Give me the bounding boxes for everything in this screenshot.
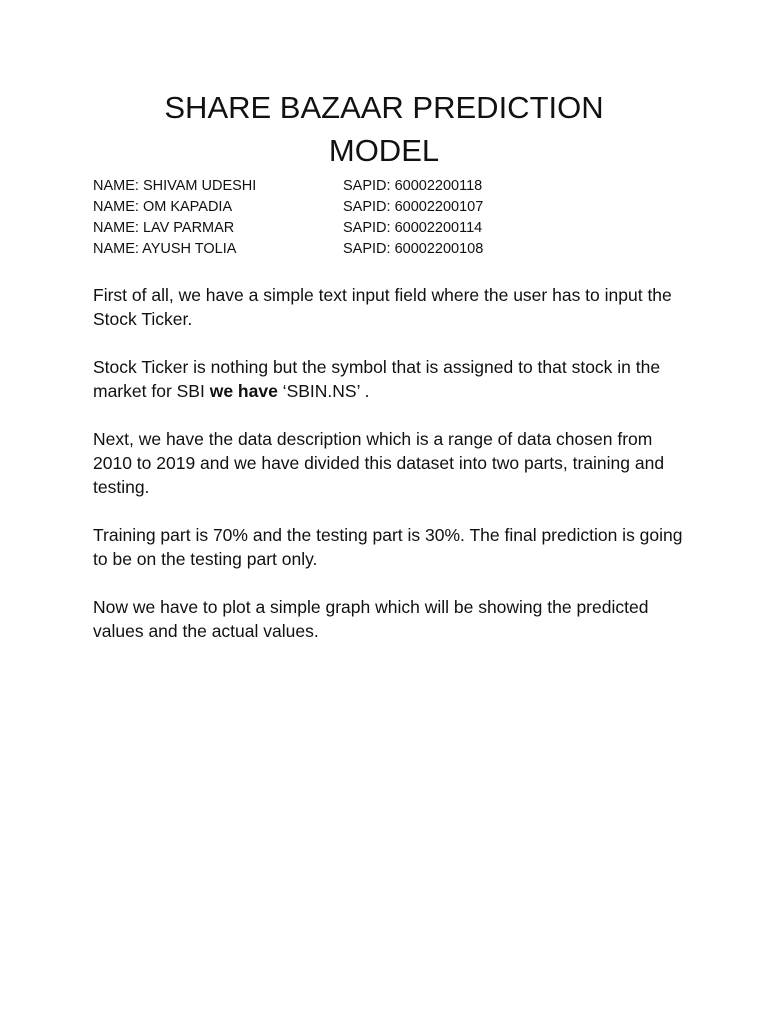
member-row (93, 176, 653, 197)
member-row (93, 218, 653, 239)
member-name: NAME: SHIVAM UDESHI (93, 178, 257, 194)
member-sapid: SAPID: 60002200114 (343, 220, 483, 236)
title-line-2: MODEL (328, 133, 440, 168)
member-name: NAME: AYUSH TOLIA (93, 241, 237, 257)
member-sapid: SAPID: 60002200107 (343, 199, 484, 215)
paragraph-data-description: Next, we have the data description which is a range of data chosen from 2010 to 2019 and we have divided this dataset into two parts, training and testing. (93, 429, 665, 497)
paragraph-stock-ticker-definition (93, 355, 683, 403)
paragraph-stock-ticker-input: First of all, we have a simple text input field where the user has to input the Stock Ticker. (93, 285, 672, 329)
member-row (93, 197, 653, 218)
title-line-1: SHARE BAZAAR PREDICTION (164, 90, 604, 125)
paragraph-text: ‘SBIN.NS’ . (277, 381, 370, 401)
member-row (93, 239, 653, 260)
member-list (93, 176, 653, 260)
member-sapid: SAPID: 60002200108 (343, 241, 484, 257)
member-sapid: SAPID: 60002200118 (343, 178, 483, 194)
body-text (93, 283, 683, 667)
page-title (0, 86, 768, 172)
member-name: NAME: OM KAPADIA (93, 199, 233, 215)
paragraph-text: Stock Ticker is nothing but the symbol that is assigned to that stock in the market for SBI (93, 357, 661, 401)
member-name: NAME: LAV PARMAR (93, 220, 235, 236)
emphasis-text: we have (209, 381, 278, 401)
paragraph-train-test-split: Training part is 70% and the testing part is 30%. The final prediction is going to be on the testing part only. (93, 525, 683, 569)
paragraph-graph-plot: Now we have to plot a simple graph which will be showing the predicted values and the actual values. (93, 597, 649, 641)
